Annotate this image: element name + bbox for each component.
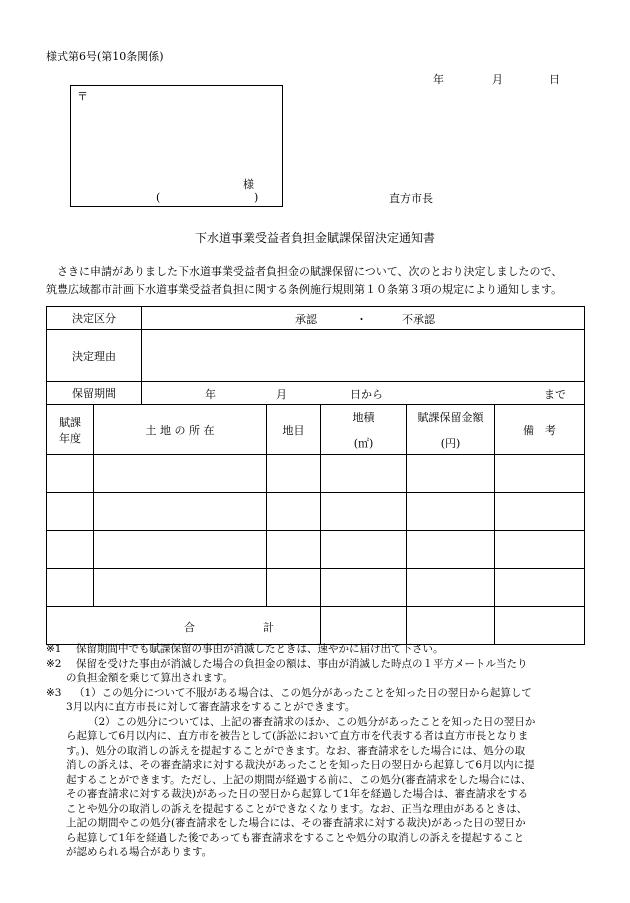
table-cell (495, 493, 585, 531)
table-cell (495, 455, 585, 493)
note-1-text: 保留期間中でも賦課保留の事由が消滅したときは、速やかに届け出て下さい。 (76, 643, 444, 655)
table-cell (321, 455, 407, 493)
period-month: 月 (276, 388, 287, 401)
note-3-p2-line: 起することができます。ただし、上記の期間が経過する前に、この処分(審査請求をした場合には、 (66, 773, 532, 786)
table-cell (495, 569, 585, 607)
approve-text: 承認 (295, 313, 317, 326)
total-row (47, 607, 585, 645)
note-3-p1-line: 3月以内に直方市長に対して審査請求をすることができます。 (66, 701, 356, 713)
body-paragraph (46, 263, 586, 299)
date-day-label: 日 (549, 73, 560, 86)
date-month-label: 月 (492, 73, 503, 86)
note-1 (46, 642, 591, 657)
table-row (47, 493, 585, 531)
table-cell (321, 531, 407, 569)
table-row (47, 531, 585, 569)
table-row (47, 455, 585, 493)
postal-mark: 〒 (77, 90, 88, 103)
form-number: 様式第6号(第10条関係) (46, 50, 164, 63)
decision-category-label: 決定区分 (47, 307, 142, 330)
note-3-p2-line: その審査請求に対する裁決)があった日の翌日から起算して1年を経過した場合は、審査請求をする (66, 788, 529, 800)
table-cell (267, 455, 321, 493)
note-3-p2-line: ら起算して6月以内に、直方市を被告として(訴訟において直方市を代表する者は直方市長となりま (66, 730, 529, 742)
period-value (142, 382, 585, 405)
table-cell (47, 569, 94, 607)
note-2-line: の負担金額を乗じて算出されます。 (66, 672, 234, 684)
table-cell (267, 531, 321, 569)
body-line: 筑豊広域都市計画下水道事業受益者負担に関する条例施行規則第１０条第３項の規定により通知します。 (46, 283, 563, 296)
paren-open: ( (156, 191, 161, 204)
document-title: 下水道事業受益者負担金賦課保留決定通知書 (194, 231, 435, 245)
table-cell (47, 531, 94, 569)
table-cell (94, 455, 267, 493)
total-label-left: 合 (184, 621, 195, 634)
table-cell (267, 569, 321, 607)
note-1-mark: ※1 (46, 643, 62, 655)
note-3-p2-line: （2）この処分については、上記の審査請求のほか、この処分があったことを知った日の翌日か (88, 715, 536, 728)
total-area-cell (321, 607, 407, 645)
honorific-sama: 様 (243, 178, 254, 191)
issuer-name: 直方市長 (389, 192, 433, 205)
date-year-label: 年 (433, 73, 444, 86)
col-header-year (47, 405, 94, 455)
assessment-table (46, 306, 585, 645)
disapprove-text: 不承認 (402, 313, 435, 326)
col-header-area-line1: 地積 (352, 410, 375, 424)
note-3-p2-line: す。)、処分の取消しの訴えを提起することができます。なお、審査請求をした場合には、処分の取 (66, 744, 526, 757)
col-header-amount (407, 405, 495, 455)
table-cell (407, 531, 495, 569)
table-cell (321, 569, 407, 607)
note-3-p2-line: 上記の期間やこの処分(審査請求をした場合には、その審査請求に対する裁決)があった日の翌日か (66, 817, 526, 829)
note-3-p2-line: ことや処分の取消しの訴えを提起することができなくなります。なお、正当な理由があるときは、 (66, 802, 528, 815)
col-header-amount-line2: (円) (440, 436, 461, 450)
recipient-address-box (70, 85, 283, 207)
period-from: 日から (350, 388, 383, 401)
body-line: さきに申請がありました下水道事業受益者負担金の賦課保留について、次のとおり決定しましたので、 (57, 265, 563, 278)
note-3-mark: ※3 (46, 686, 62, 699)
table-cell (94, 531, 267, 569)
period-year: 年 (205, 388, 216, 401)
total-label-right: 計 (263, 621, 274, 634)
col-header-land-category: 地目 (267, 405, 321, 455)
note-2-line: 保留を受けた事由が消滅した場合の負担金の額は、事由が消滅した時点の１平方メートル当たり (76, 657, 528, 670)
total-amount-cell (407, 607, 495, 645)
table-cell (407, 569, 495, 607)
table-cell (407, 493, 495, 531)
table-cell (94, 493, 267, 531)
decision-reason-value (142, 330, 585, 382)
total-label-cell (47, 607, 321, 645)
table-row (47, 569, 585, 607)
table-cell (47, 493, 94, 531)
col-header-area-line2: (㎡) (353, 436, 374, 450)
period-until: まで (544, 388, 566, 401)
separator-dot: ・ (356, 313, 367, 326)
note-3-p2-line: 消しの訴えは、その審査請求に対する裁決があったことを知った日の翌日から起算して6月以内に提 (66, 759, 535, 771)
note-3-p1-line: （1）この処分について不服がある場合は、この処分があったことを知った日の翌日から起算して (74, 686, 532, 699)
table-cell (321, 493, 407, 531)
paren-close: ) (254, 191, 259, 204)
table-cell (407, 455, 495, 493)
note-2-mark: ※2 (46, 657, 62, 670)
total-remarks-cell (495, 607, 585, 645)
period-label: 保留期間 (47, 382, 142, 405)
col-header-year-line2: 年度 (59, 431, 81, 445)
note-3-p2-line: ら起算して1年を経過した後であっても審査請求をすることや処分の取消しの訴えを提起すること (66, 831, 525, 844)
table-cell (47, 455, 94, 493)
col-header-year-line1: 賦課 (59, 415, 81, 429)
note-2 (46, 657, 591, 686)
decision-reason-label: 決定理由 (47, 330, 142, 382)
decision-category-value (142, 307, 585, 330)
col-header-remarks: 備 考 (495, 405, 585, 455)
col-header-amount-line1: 賦課保留金額 (417, 410, 484, 424)
col-header-location: 土 地 の 所 在 (94, 405, 267, 455)
table-cell (267, 493, 321, 531)
note-3 (46, 686, 591, 860)
table-cell (495, 531, 585, 569)
col-header-area (321, 405, 407, 455)
table-cell (94, 569, 267, 607)
note-3-p2-line: が認められる場合があります。 (66, 846, 213, 858)
notes-section (46, 642, 591, 860)
